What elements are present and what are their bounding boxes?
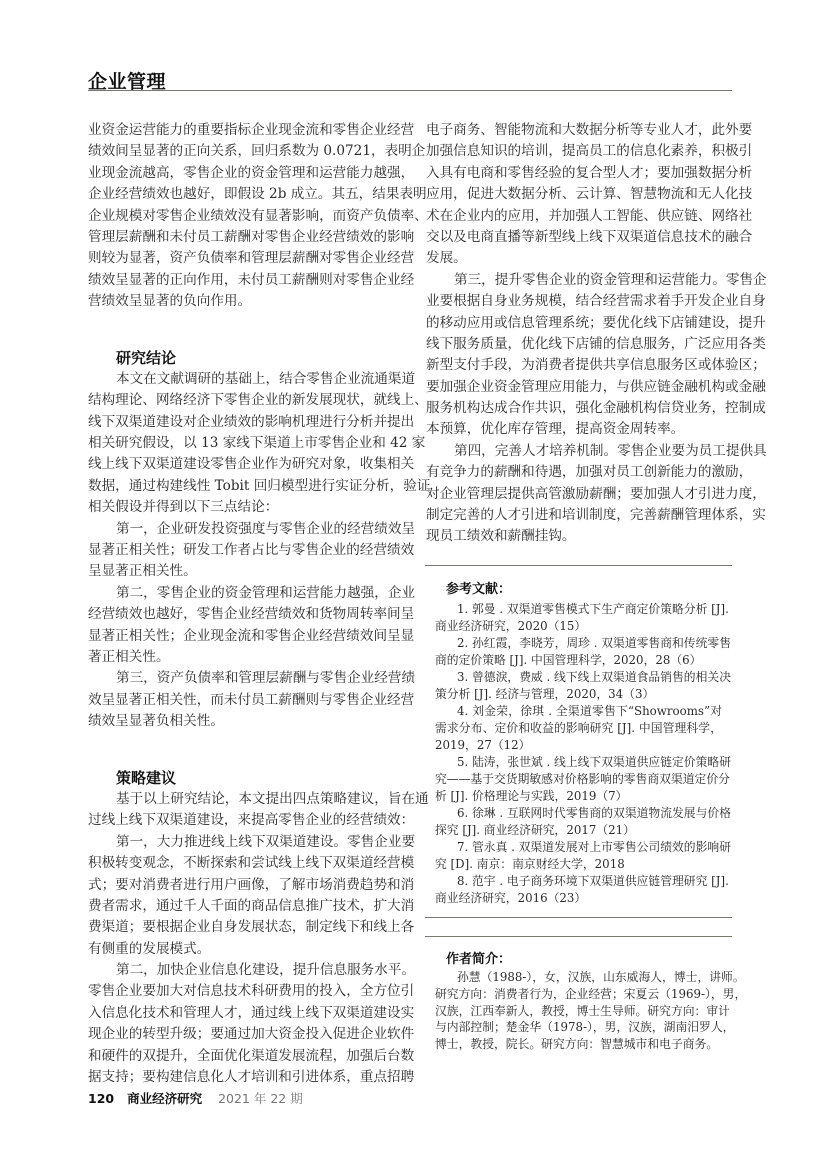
- references-bottom-rule: [425, 917, 732, 918]
- header-rule: [88, 90, 732, 91]
- paragraph: [88, 668, 416, 732]
- section-gap: [88, 313, 395, 348]
- paragraph: [426, 120, 753, 270]
- text-line: 商业经济研究，2020（15）: [435, 619, 587, 633]
- text-line: 结构理论、网络经济下零售企业的新发展现状，就线上、: [88, 392, 428, 409]
- reference-item: [435, 703, 722, 754]
- text-line: 第二，零售企业的资金管理和运营能力越强，企业: [116, 584, 416, 601]
- paragraph: [88, 369, 431, 519]
- paragraph: [426, 441, 767, 548]
- text-line: 相关假设并得到以下三点结论：: [88, 499, 279, 516]
- section-heading: 研究结论: [116, 348, 177, 367]
- references-top-rule: [425, 565, 732, 566]
- text-line: 制定完善的人才引进和培训制度，完善薪酬管理体系，实: [426, 507, 766, 524]
- text-line: 电子商务、智能物流和大数据分析等专业人才，此外要: [426, 122, 753, 138]
- text-line: 式；要对消费者进行用户画像，了解市场消费趋势和消: [88, 876, 415, 893]
- text-line: 入具有电商和零售经验的复合型人才；要加强数据分析: [426, 164, 753, 181]
- text-line: 线上线下双渠道建设零售企业作为研究对象，收集相关: [88, 456, 415, 473]
- text-line: 现企业的转型升级；要通过加大资金投入促进企业软件: [88, 1026, 415, 1043]
- text-line: 7. 管永真 . 双渠道发展对上市零售公司绩效的影响研: [457, 840, 731, 854]
- text-line: 线下双渠道建设对企业绩效的影响机理进行分析并提出: [88, 413, 415, 430]
- text-line: 和硬件的双提升，全面优化渠道发展流程，加强后台数: [88, 1047, 415, 1064]
- right-column: [426, 120, 767, 548]
- text-line: 第一，大力推进线上线下双渠道建设。零售企业要: [116, 833, 416, 850]
- reference-item: [435, 805, 731, 839]
- text-line: 经营绩效也越好，零售企业经营绩效和货物周转率间呈: [88, 606, 415, 623]
- text-line: 费渠道；要根据企业自身发展状态，制定线下和线上各: [88, 919, 415, 936]
- text-line: 8. 范宇 . 电子商务环境下双渠道供应链管理研究 [J].: [457, 874, 729, 888]
- page-footer: [88, 1089, 303, 1107]
- text-line: 博士，教授，院长。研究方向：智慧城市和电子商务。: [435, 1037, 719, 1052]
- text-line: 商的定价策略 [J]. 中国管理科学，2020，28（6）: [435, 653, 702, 667]
- text-line: 要加强企业资金管理应用能力，与供应链金融机构或金融: [426, 378, 766, 395]
- text-line: 业要根据自身业务规模，结合经营需求着手开发企业自身: [426, 293, 766, 310]
- text-line: 析 [J]. 价格理论与实践，2019（7）: [435, 789, 628, 803]
- text-line: 应用，促进大数据分析、云计算、智慧物流和无人化技: [426, 186, 753, 203]
- text-line: 第三，资产负债率和管理层薪酬与零售企业经营绩: [116, 670, 416, 687]
- paragraph: [88, 120, 428, 313]
- text-line: 第一，企业研发投资强度与零售企业的经营绩效呈: [116, 520, 416, 537]
- text-line: 营绩效呈显著的负向作用。: [88, 293, 252, 310]
- paragraph: [88, 960, 416, 1088]
- text-line: 相关研究假设，以 13 家线下渠道上市零售企业和 42 家: [88, 435, 426, 452]
- text-line: 新型支付手段，为消费者提供共享信息服务区或体验区；: [426, 357, 766, 374]
- text-line: 过线上线下双渠道建设，来提高零售企业的经营绩效：: [88, 812, 415, 829]
- text-line: 究 [D]. 南京：南京财经大学，2018: [435, 857, 625, 871]
- text-line: 孙慧（1988-），女，汉族，山东威海人，博士，讲师。: [457, 970, 745, 984]
- paragraph: [88, 789, 429, 832]
- references-title: 参考文献：: [446, 582, 512, 597]
- paragraph: [88, 832, 416, 960]
- text-line: 探究 [J]. 商业经济研究，2017（21）: [435, 823, 635, 837]
- text-line: 绩效呈显著负相关性。: [88, 713, 224, 730]
- text-line: 术在企业内的应用，并加强人工智能、供应链、网络社: [426, 207, 753, 224]
- text-line: 交以及电商直播等新型线上线下双渠道信息技术的融合: [426, 228, 753, 245]
- text-line: 费者需求，通过千人千面的商品信息推广技术，扩大消: [88, 897, 415, 914]
- text-line: 则较为显著，资产负债率和管理层薪酬对零售企业经营: [88, 250, 415, 267]
- text-line: 零售企业要加大对信息技术科研费用的投入，全方位引: [88, 983, 415, 1000]
- text-line: 业现金流越高，零售企业的资金管理和运营能力越强，: [88, 164, 415, 181]
- text-line: 1. 郭曼 . 双渠道零售模式下生产商定价策略分析 [J].: [457, 602, 729, 616]
- text-line: 入信息化技术和管理人才，通过线上线下双渠道建设实: [88, 1004, 415, 1021]
- authors-top-rule: [425, 936, 732, 937]
- text-line: 企业经营绩效也越好，即假设 2b 成立。其五，结果表明: [88, 186, 427, 203]
- section-gap: [88, 733, 395, 768]
- text-line: 有竞争力的薪酬和待遇，加强对员工创新能力的激励，: [426, 464, 753, 481]
- text-line: 著正相关性。: [88, 649, 170, 665]
- text-line: 2. 孙红霞，李晓芳，周珍 . 双渠道零售商和传统零售: [457, 636, 731, 650]
- reference-item: [435, 839, 731, 873]
- text-line: 2019，27（12）: [435, 738, 531, 752]
- section-heading: 策略建议: [116, 768, 177, 787]
- text-line: 显著正相关性；企业现金流和零售企业经营绩效间呈显: [88, 627, 415, 644]
- text-line: 商业经济研究，2016（23）: [435, 891, 587, 905]
- text-line: 企业规模对零售企业绩效没有显著影响，而资产负债率、: [88, 207, 428, 224]
- text-line: 5. 陆涛，张世斌 . 线上线下双渠道供应链定价策略研: [457, 755, 731, 769]
- text-line: 本文在文献调研的基础上，结合零售企业流通渠道: [116, 370, 416, 387]
- text-line: 显著正相关性；研发工作者占比与零售企业的经营绩效: [88, 542, 415, 559]
- page-number: 120: [88, 1091, 115, 1106]
- text-line: 究——基于交货期敏感对价格影响的零售商双渠道定价分: [435, 772, 730, 786]
- text-line: 第二，加快企业信息化建设，提升信息服务水平。: [116, 962, 416, 979]
- text-line: 第三，提升零售企业的资金管理和运营能力。零售企: [454, 271, 767, 288]
- text-line: 发展。: [426, 250, 467, 267]
- reference-item: [435, 873, 729, 907]
- reference-item: [435, 754, 731, 805]
- text-line: 4. 刘金荣，徐琪 . 全渠道零售下“Showrooms”对: [457, 704, 722, 718]
- text-line: 6. 徐琳 . 互联网时代零售商的双渠道物流发展与价格: [457, 806, 731, 820]
- text-line: 基于以上研究结论，本文提出四点策略建议，旨在通: [116, 790, 429, 807]
- paragraph: [88, 519, 416, 583]
- text-line: 对企业管理层提供高管激励薪酬；要加强人才引进力度，: [426, 485, 766, 502]
- text-line: 效呈显著正相关性，而未付员工薪酬则与零售企业经营: [88, 691, 415, 708]
- text-line: 据支持；要构建信息化人才培训和引进体系，重点招聘: [88, 1069, 415, 1086]
- text-line: 需求分布、定价和收益的影响研究 [J]. 中国管理科学，: [435, 721, 722, 735]
- reference-item: [435, 635, 731, 669]
- text-line: 研究方向：消费者行为，企业经营；宋夏云（1969-），男，: [435, 986, 747, 1001]
- text-line: 管理层薪酬和未付员工薪酬对零售企业经营绩效的影响: [88, 228, 415, 245]
- reference-item: [435, 669, 731, 703]
- text-line: 与内部控制；楚金华（1978-），男，汉族，湖南汨罗人，: [435, 1020, 735, 1035]
- text-line: 本预算，优化库存管理，提高资金周转率。: [426, 421, 685, 438]
- section-label: 企业管理: [88, 71, 167, 93]
- text-line: 呈显著正相关性。: [88, 563, 197, 580]
- authors-title: 作者简介：: [446, 952, 512, 967]
- text-line: 3. 曾德淚，费威 . 线下线上双渠道食品销售的相关决: [457, 670, 731, 684]
- paragraph: [88, 583, 416, 669]
- text-line: 现员工绩效和薪酬挂钩。: [426, 528, 576, 545]
- text-line: 绩效呈显著的正向作用，未付员工薪酬则对零售企业经: [88, 271, 415, 288]
- text-line: 业资金运营能力的重要指标企业现金流和零售企业经营: [88, 122, 415, 138]
- text-line: 数据，通过构建线性 Tobit 回归模型进行实证分析，验证: [88, 477, 431, 494]
- reference-item: [435, 601, 729, 635]
- references-list: [435, 601, 731, 907]
- text-line: 绩效间呈显著的正向关系，回归系数为 0.0721，表明企: [88, 143, 426, 160]
- text-line: 加强信息知识的培训，提高员工的信息化素养，积极引: [426, 143, 753, 160]
- text-line: 服务机构达成合作共识，强化金融机构信贷业务，控制成: [426, 400, 766, 417]
- text-line: 的移动应用或信息管理系统；要优化线下店铺建设，提升: [426, 314, 766, 331]
- text-line: 第四，完善人才培养机制。零售企业要为员工提供具: [454, 442, 767, 459]
- left-column: [88, 120, 431, 1088]
- journal-name: 商业经济研究: [127, 1091, 203, 1106]
- author-bio: [435, 969, 747, 1053]
- text-line: 策分析 [J]. 经济与管理，2020，34（3）: [435, 687, 655, 701]
- text-line: 有侧重的发展模式。: [88, 940, 211, 957]
- text-line: 汉族，江西奉新人，教授，博士生导师。研究方向：审计: [435, 1003, 730, 1018]
- text-line: 积极转变观念，不断探索和尝试线上线下双渠道经营模: [88, 855, 415, 872]
- issue-label: 2021 年 22 期: [218, 1091, 303, 1106]
- paragraph: [426, 270, 767, 441]
- text-line: 线下服务质量，优化线下店铺的信息服务，广泛应用各类: [426, 335, 766, 352]
